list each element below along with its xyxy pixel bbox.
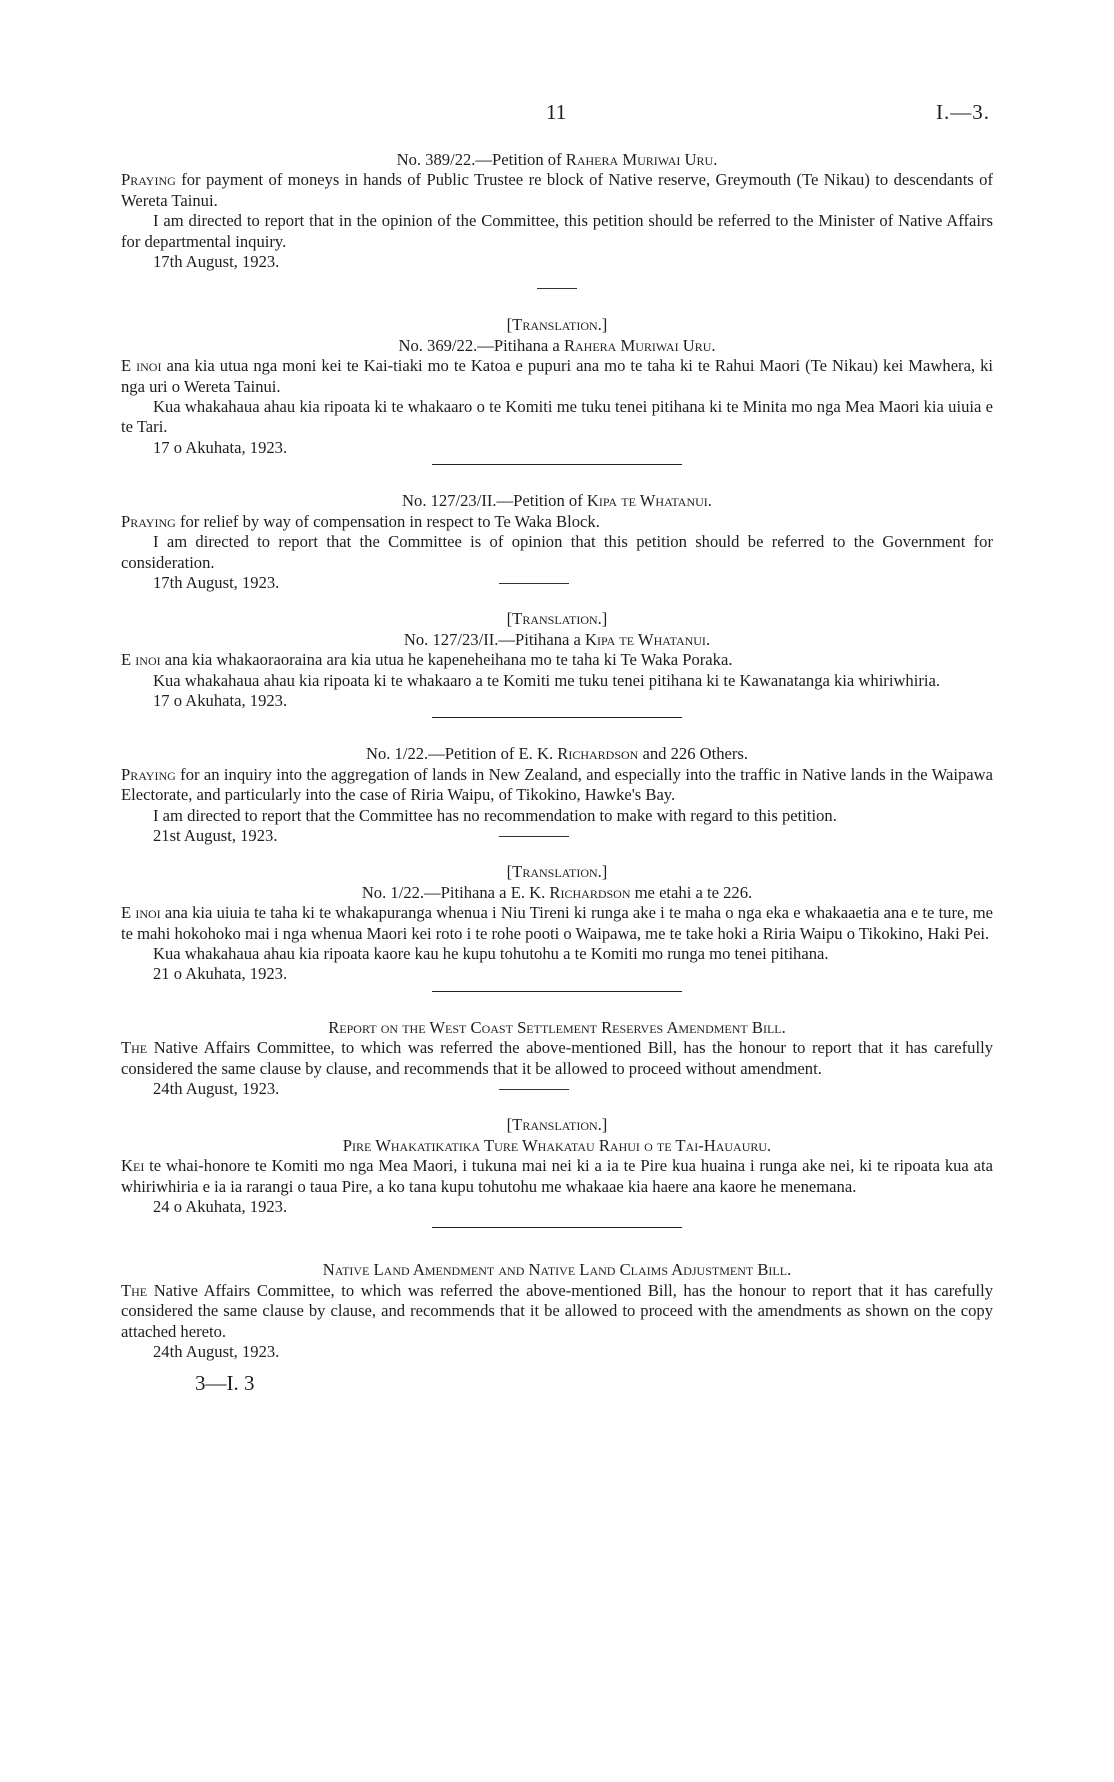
section-title: Native Land Amendment and Native Land Claims Adjustment Bill. (322, 1260, 792, 1280)
section-title: No. 369/22.—Pitihana a Rahera Muriwai Uru. (398, 335, 716, 355)
section-date: 21 o Akuhata, 1923. (153, 964, 288, 984)
translation-127-23 (121, 609, 993, 711)
petition-389-22 (121, 150, 993, 272)
report-paragraph: Kei te whai-honore te Komiti mo nga Mea Maori, i tukuna mai nei ki a ia te Pire kua huaina i runga ake nei, ki te ripoata kua ata whiriwhiria e ia ia rarangi o taua Pire, a ko tana kupu tohutohu me whakaae kia haere ana kaore he menemana. (121, 1156, 993, 1196)
section-title: No. 1/22.—Pitihana a E. K. Richardson me etahi a te 226. (361, 882, 753, 902)
section-title: No. 127/23/II.—Petition of Kipa te Whatanui. (402, 491, 712, 511)
section-title: Pire Whakatikatika Ture Whakatau Rahui o te Tai-Hauauru. (342, 1135, 772, 1155)
report-paragraph: Kua whakahaua ahau kia ripoata kaore kau he kupu tohutohu a te Komiti mo runga mo tenei pitihana. (153, 944, 829, 963)
report-paragraph: Kua whakahaua ahau kia ripoata ki te whakaaro o te Komiti me tuku tenei pitihana ki te Minita mo nga Mea Maori kia uiuia e te Tari. (121, 397, 993, 437)
section-date: 17 o Akuhata, 1923. (153, 690, 288, 710)
report-paragraph: Kua whakahaua ahau kia ripoata ki te whakaaro a te Komiti me tuku tenei pitihana ki te Kawanatanga kia whiriwhiria. (153, 670, 940, 690)
page-number: 11 (546, 100, 567, 124)
report-paragraph: I am directed to report that the Committee is of opinion that this petition should be referred to the Government for consideration. (121, 532, 993, 572)
petition-1-22 (121, 744, 993, 846)
report-native-land-bill (121, 1260, 993, 1362)
section-title: No. 1/22.—Petition of E. K. Richardson and 226 Others. (365, 744, 749, 764)
section-title: Report on the West Coast Settlement Reserves Amendment Bill. (328, 1017, 786, 1037)
translation-1-22 (121, 862, 993, 984)
section-title: No. 389/22.—Petition of Rahera Muriwai Uru. (396, 150, 718, 169)
report-paragraph: The Native Affairs Committee, to which was referred the above-mentioned Bill, has the honour to report that it has carefully considered the same clause by clause, and recommends that it be allowed to proceed with the amendments as shown on the copy attached hereto. (121, 1280, 993, 1341)
translation-label: [Translation.] (506, 609, 608, 629)
section-title: No. 127/23/II.—Pitihana a Kipa te Whatanui. (403, 629, 711, 649)
prayer-paragraph: E inoi ana kia whakaoraoraina ara kia utua he kapeneheihana mo te taha ki Te Waka Poraka. (121, 650, 733, 670)
prayer-paragraph: Praying for relief by way of compensation in respect to Te Waka Block. (121, 511, 600, 531)
report-paragraph: The Native Affairs Committee, to which was referred the above-mentioned Bill, has the honour to report that it has carefully considered the same clause by clause, and recommends that it be allowed to proceed without amendment. (121, 1038, 993, 1078)
date-rule (499, 1089, 569, 1090)
document-body (121, 150, 993, 1393)
paper-reference: I.—3. (936, 100, 990, 124)
section-date: 17 o Akuhata, 1923. (153, 437, 288, 457)
section-date: 24th August, 1923. (153, 1342, 280, 1362)
page-header (0, 100, 1114, 126)
translation-label: [Translation.] (506, 315, 608, 335)
date-rule (499, 583, 569, 584)
prayer-paragraph: Praying for an inquiry into the aggregation of lands in New Zealand, and especially into the traffic in Native lands in the Waipawa Electorate, and particularly into the case of Riria Waipu, of Tikokino, Hawke's Bay. (121, 764, 993, 805)
section-date: 17th August, 1923. (153, 252, 280, 272)
section-date: 21st August, 1923. (121, 826, 993, 846)
translation-label: [Translation.] (506, 1115, 608, 1135)
section-date: 24 o Akuhata, 1923. (153, 1197, 288, 1217)
translation-west-coast-bill (121, 1115, 993, 1217)
petition-127-23 (121, 491, 993, 593)
translation-label: [Translation.] (506, 862, 608, 882)
report-paragraph: I am directed to report that the Committee has no recommendation to make with regard to this petition. (153, 805, 837, 825)
prayer-paragraph: Praying for payment of moneys in hands of Public Trustee re block of Native reserve, Greymouth (Te Nikau) to descendants of Wereta Tainui. (121, 170, 993, 210)
report-west-coast-bill (121, 1018, 993, 1100)
section-date: 24th August, 1923. (121, 1079, 993, 1099)
translation-369-22 (121, 315, 993, 458)
date-rule (499, 836, 569, 837)
section-date: 17th August, 1923. (121, 573, 993, 593)
prayer-paragraph: E inoi ana kia uiuia te taha ki te whakapuranga whenua i Niu Tireni ki runga ake i te maha o nga eka e whakaaetia ana e te ture, me te mahi hokohoko mai i nga whenua Maori kei roto i te rohe pooti o Waipawa, me te take hoki a Riria Waipu o Tikokino, Haki Pei. (121, 903, 993, 943)
report-paragraph: I am directed to report that in the opinion of the Committee, this petition should be referred to the Minister of Native Affairs for departmental inquiry. (121, 211, 993, 251)
signature-mark: 3—I. 3 (195, 1370, 255, 1395)
prayer-paragraph: E inoi ana kia utua nga moni kei te Kai-tiaki mo te Katoa e pupuri ana mo te taha ki te Rahui Maori (Te Nikau) kei Mawhera, ki nga uri o Wereta Tainui. (121, 356, 994, 396)
